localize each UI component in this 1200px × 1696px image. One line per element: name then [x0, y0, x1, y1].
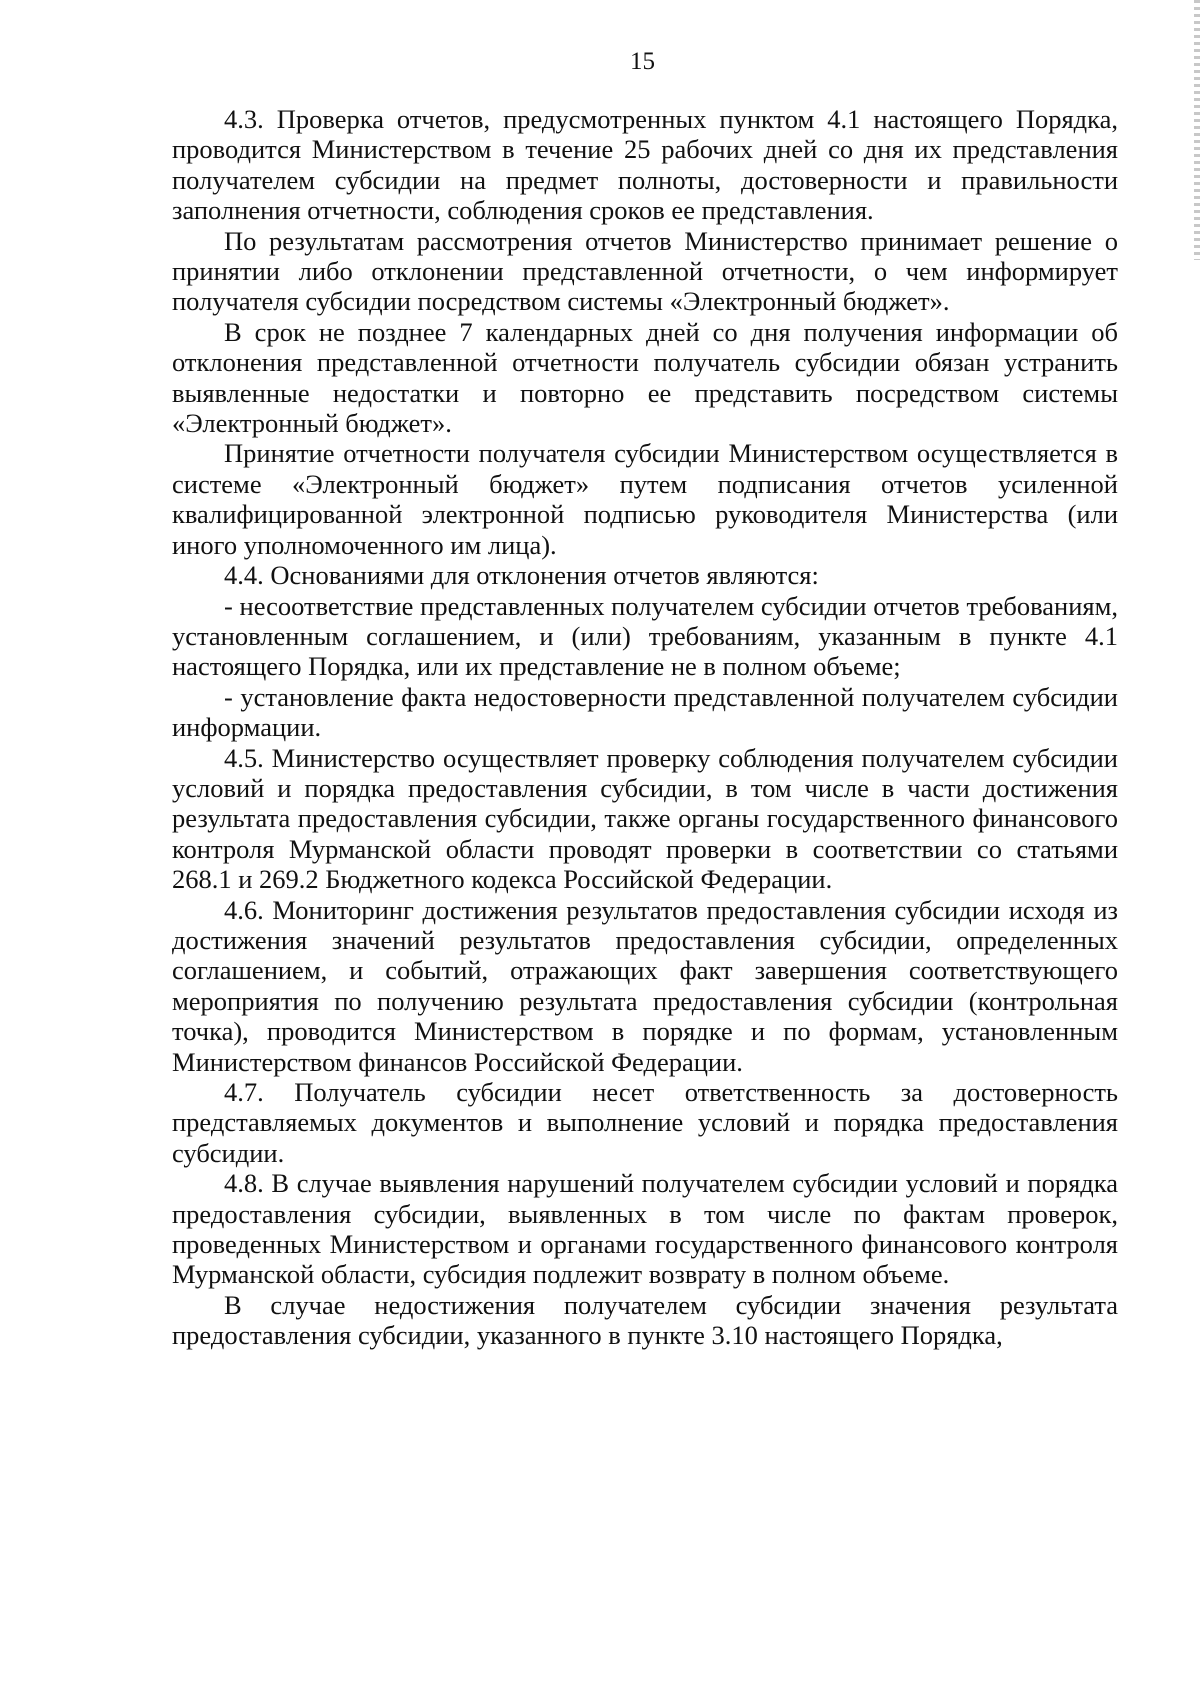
paragraph-4-4: 4.4. Основаниями для отклонения отчетов являются: [224, 560, 819, 591]
paragraph-4-7: 4.7. Получатель субсидии несет ответственность за достоверность представляемых документов и выполнение условий и порядка предоставления субсидии. [172, 1077, 1118, 1168]
paragraph-acceptance: Принятие отчетности получателя субсидии Министерством осуществляется в системе «Электронный бюджет» путем подписания отчетов усиленной квалифицированной электронной подписью руководителя Министерства (или иного уполномоченного им лица). [172, 438, 1118, 560]
paragraph-nonachievement: В случае недостижения получателем субсидии значения результата предоставления субсидии, указанного в пункте 3.10 настоящего Порядка, [172, 1289, 1118, 1351]
paragraph-4-5: 4.5. Министерство осуществляет проверку соблюдения получателем субсидии условий и порядка предоставления субсидии, в том числе в части достижения результата предоставления субсидии, также органы государственного финансового контроля Мурманской области проводят проверки в соответствии со статьями 268.1 и 269.2 Бюджетного кодекса Российской Федерации. [172, 742, 1118, 895]
paragraph-review-results: По результатам рассмотрения отчетов Министерство принимает решение о принятии либо отклонении представленной отчетности, о чем информирует получателя субсидии посредством системы «Электронный бюджет». [172, 225, 1118, 317]
paragraph-4-8: 4.8. В случае выявления нарушений получателем субсидии условий и порядка предоставления субсидии, выявленных в том числе по фактам проверок, проведенных Министерством и органами государственного финансового контроля Мурманской области, субсидия подлежит возврату в полном объеме. [172, 1168, 1118, 1290]
paragraph-4-6: 4.6. Мониторинг достижения результатов предоставления субсидии исходя из достижения значений результатов предоставления субсидии, определенных соглашением, и событий, отражающих факт завершения соответствующего мероприятия по получению результата предоставления субсидии (контрольная точка), проводится Министерством в порядке и по формам, установленным Министерством финансов Российской Федерации. [172, 894, 1118, 1077]
list-item-unreliable-info: - установление факта недостоверности представленной получателем субсидии информации. [172, 681, 1118, 743]
paragraph-resubmission-deadline: В срок не позднее 7 календарных дней со дня получения информации об отклонения представленной отчетности получатель субсидии обязан устранить выявленные недостатки и повторно ее представить посредством системы «Электронный бюджет». [172, 316, 1118, 439]
document-body [172, 104, 1118, 1351]
list-item-nonconformity: - несоответствие представленных получателем субсидии отчетов требованиям, установленным соглашением, и (или) требованиям, указанным в пункте 4.1 настоящего Порядка, или их представление не в полном объеме; [172, 590, 1118, 682]
paragraph-4-3: 4.3. Проверка отчетов, предусмотренных пунктом 4.1 настоящего Порядка, проводится Министерством в течение 25 рабочих дней со дня их представления получателем субсидии на предмет полноты, достоверности и правильности заполнения отчетности, соблюдения сроков ее представления. [172, 104, 1118, 226]
page-number: 15 [630, 48, 655, 75]
scan-edge-artifact [1194, 0, 1200, 260]
